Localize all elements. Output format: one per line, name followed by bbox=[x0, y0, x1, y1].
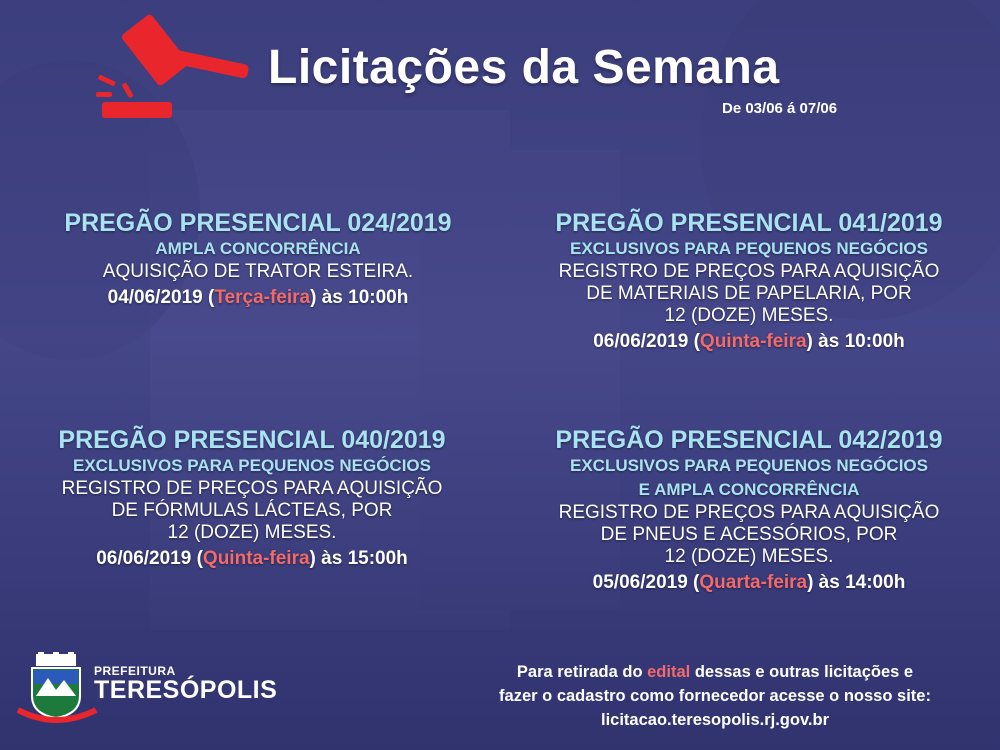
prefeitura-label: PREFEITURA bbox=[94, 664, 176, 678]
auction-block bbox=[504, 209, 994, 355]
auction-weekday: Quinta-feira bbox=[699, 331, 807, 352]
auction-type: EXCLUSIVOS PARA PEQUENOS NEGÓCIOS bbox=[569, 456, 928, 475]
auction-time: ) às 15:00h bbox=[309, 548, 408, 569]
auction-weekday: Quarta-feira bbox=[699, 572, 808, 593]
auction-weekday: Quinta-feira bbox=[202, 548, 310, 569]
footer-line-1-start: Para retirada do bbox=[516, 663, 648, 681]
city-name: TERESÓPOLIS bbox=[94, 676, 278, 704]
auction-type-extra: E AMPLA CONCORRÊNCIA bbox=[638, 480, 860, 499]
auction-description-line: REGISTRO DE PREÇOS PARA AQUISIÇÃO bbox=[558, 502, 940, 523]
auction-date: 05/06/2019 ( bbox=[592, 572, 700, 593]
auction-time: ) às 10:00h bbox=[310, 287, 409, 308]
auction-description-line: 12 (DOZE) MESES. bbox=[167, 522, 337, 543]
auction-heading: PREGÃO PRESENCIAL 041/2019 bbox=[555, 209, 943, 237]
auction-description-line: 12 (DOZE) MESES. bbox=[664, 305, 834, 326]
auction-description-line: REGISTRO DE PREÇOS PARA AQUISIÇÃO bbox=[61, 478, 443, 499]
auction-date: 06/06/2019 ( bbox=[96, 548, 203, 569]
auction-type: EXCLUSIVOS PARA PEQUENOS NEGÓCIOS bbox=[72, 456, 431, 475]
auction-heading: PREGÃO PRESENCIAL 042/2019 bbox=[555, 426, 943, 454]
auction-heading: PREGÃO PRESENCIAL 040/2019 bbox=[58, 426, 446, 454]
auction-date: 06/06/2019 ( bbox=[593, 331, 700, 352]
auction-datetime bbox=[18, 285, 498, 311]
auction-block bbox=[504, 426, 994, 596]
date-range: De 03/06 á 07/06 bbox=[722, 100, 838, 117]
coat-of-arms-icon bbox=[14, 652, 100, 724]
footer-line-2: fazer o cadastro como fornecedor acesse o nosso site: bbox=[499, 687, 931, 705]
footer-notice bbox=[455, 660, 975, 732]
auction-block bbox=[12, 426, 492, 572]
auction-type: EXCLUSIVOS PARA PEQUENOS NEGÓCIOS bbox=[569, 239, 928, 258]
auction-description-line: 12 (DOZE) MESES. bbox=[664, 546, 834, 567]
auction-datetime bbox=[504, 570, 994, 596]
page-title: Licitações da Semana bbox=[268, 41, 780, 94]
auction-type: AMPLA CONCORRÊNCIA bbox=[155, 239, 361, 258]
auction-time: ) às 14:00h bbox=[807, 572, 906, 593]
auction-time: ) às 10:00h bbox=[806, 331, 905, 352]
site-link[interactable]: licitacao.teresopolis.rj.gov.br bbox=[600, 711, 829, 729]
auction-heading: PREGÃO PRESENCIAL 024/2019 bbox=[64, 209, 452, 237]
auction-description-line: REGISTRO DE PREÇOS PARA AQUISIÇÃO bbox=[558, 261, 940, 282]
auction-description: AQUISIÇÃO DE TRATOR ESTEIRA. bbox=[102, 261, 414, 282]
auction-weekday: Terça-feira bbox=[214, 287, 311, 308]
footer-line-1 bbox=[455, 660, 975, 684]
edital-highlight: edital bbox=[647, 663, 691, 681]
auction-description-line: DE MATERIAIS DE PAPELARIA, POR bbox=[586, 283, 912, 304]
auction-description-line: DE FÓRMULAS LÁCTEAS, POR bbox=[111, 500, 393, 521]
auction-datetime bbox=[504, 329, 994, 355]
auction-date: 04/06/2019 ( bbox=[107, 287, 215, 308]
auction-datetime bbox=[12, 546, 492, 572]
gavel-icon bbox=[96, 8, 256, 128]
title-wrap bbox=[268, 38, 780, 98]
auction-description-line: DE PNEUS E ACESSÓRIOS, POR bbox=[600, 524, 898, 545]
auction-block bbox=[18, 209, 498, 311]
footer-line-1-end: dessas e outras licitações e bbox=[690, 663, 914, 681]
